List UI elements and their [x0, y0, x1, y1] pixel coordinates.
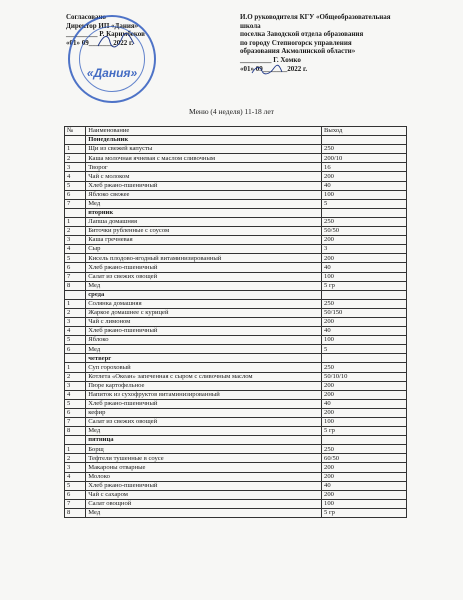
table-row — [65, 336, 407, 345]
portion-output: 100 — [322, 190, 407, 199]
page-title: Меню (4 неделя) 11-18 лет — [189, 107, 274, 116]
dish-name: кефир — [86, 408, 322, 417]
dish-name: Хлеб ржано-пшеничный — [86, 399, 322, 408]
dish-name: Мед — [86, 508, 322, 517]
dish-name: Тефтели тушенные в соусе — [86, 454, 322, 463]
day-row — [65, 208, 407, 217]
item-number: 1 — [65, 145, 86, 154]
day-name: пятница — [86, 436, 322, 445]
item-number: 7 — [65, 199, 86, 208]
day-row-spacer — [65, 136, 86, 145]
day-name: вторник — [86, 208, 322, 217]
dish-name: Сыр — [86, 245, 322, 254]
item-number: 6 — [65, 490, 86, 499]
table-row — [65, 463, 407, 472]
dish-name: Кисель плодово-ягодный витаминизированный — [86, 254, 322, 263]
director-title: Директор ИП «Дания» — [66, 21, 139, 30]
day-row-spacer — [65, 354, 86, 363]
head-approval-date: «01» 09_______2022 г. — [240, 64, 308, 73]
stamp-text: «Дания» — [86, 66, 138, 80]
menu-table — [64, 126, 407, 518]
day-row — [65, 354, 407, 363]
dish-name: Котлета «Океан» запеченная с сыром с сливочным маслом — [86, 372, 322, 381]
portion-output: 40 — [322, 327, 407, 336]
table-row — [65, 263, 407, 272]
dish-name: Хлеб ржано-пшеничный — [86, 263, 322, 272]
item-number: 5 — [65, 336, 86, 345]
portion-output: 200 — [322, 390, 407, 399]
dish-name: Чай с сахаром — [86, 490, 322, 499]
table-row — [65, 236, 407, 245]
day-row-spacer — [65, 290, 86, 299]
item-number: 2 — [65, 454, 86, 463]
table-row — [65, 227, 407, 236]
item-number: 5 — [65, 399, 86, 408]
portion-output: 40 — [322, 399, 407, 408]
portion-output: 50/150 — [322, 308, 407, 317]
table-row — [65, 217, 407, 226]
dish-name: Каша молочная ячневая с маслом сливочным — [86, 154, 322, 163]
table-row — [65, 145, 407, 154]
table-row — [65, 408, 407, 417]
dish-name: Лапша домашняя — [86, 217, 322, 226]
item-number: 1 — [65, 217, 86, 226]
portion-output: 200 — [322, 236, 407, 245]
item-number: 4 — [65, 245, 86, 254]
item-number: 3 — [65, 381, 86, 390]
dish-name: Мед — [86, 281, 322, 290]
item-number: 8 — [65, 427, 86, 436]
dish-name: Яблоко — [86, 336, 322, 345]
portion-output: 100 — [322, 418, 407, 427]
table-row — [65, 345, 407, 354]
director-signature-line: _________ Р. Каримбеков — [66, 30, 145, 39]
item-number: 1 — [65, 445, 86, 454]
table-row — [65, 190, 407, 199]
day-name: среда — [86, 290, 322, 299]
table-row — [65, 390, 407, 399]
director-signature — [96, 32, 136, 50]
table-row — [65, 490, 407, 499]
head-signature-line: _________ Г. Хомко — [240, 55, 301, 64]
table-row — [65, 472, 407, 481]
item-number: 7 — [65, 272, 86, 281]
item-number: 3 — [65, 463, 86, 472]
dish-name: Чай с лимоном — [86, 317, 322, 326]
portion-output: 200 — [322, 472, 407, 481]
head-title-line1: И.О руководителя КГУ «Общеобразовательная — [240, 13, 391, 21]
table-row — [65, 154, 407, 163]
table-row — [65, 427, 407, 436]
portion-output: 5 — [322, 345, 407, 354]
portion-output: 250 — [322, 363, 407, 372]
portion-output: 5 — [322, 199, 407, 208]
dish-name: Хлеб ржано-пшеничный — [86, 481, 322, 490]
table-row — [65, 381, 407, 390]
table-row — [65, 399, 407, 408]
table-row — [65, 317, 407, 326]
table-row — [65, 272, 407, 281]
header-number: № — [65, 127, 86, 136]
item-number: 3 — [65, 163, 86, 172]
portion-output: 200 — [322, 172, 407, 181]
head-title-line4: по городу Степногорск управления — [240, 38, 352, 47]
portion-output: 5 гр — [322, 508, 407, 517]
dish-name: Борщ — [86, 445, 322, 454]
portion-output: 100 — [322, 499, 407, 508]
portion-output: 200 — [322, 490, 407, 499]
dish-name: Салат из свежих овощей — [86, 272, 322, 281]
day-row-spacer — [65, 208, 86, 217]
item-number: 5 — [65, 481, 86, 490]
dish-name: Салат овощной — [86, 499, 322, 508]
menu-table-body — [65, 136, 407, 518]
dish-name: Мед — [86, 427, 322, 436]
dish-name: Пюре картофельное — [86, 381, 322, 390]
item-number: 3 — [65, 317, 86, 326]
dish-name: Салат из свежих овощей — [86, 418, 322, 427]
item-number: 5 — [65, 181, 86, 190]
item-number: 4 — [65, 327, 86, 336]
item-number: 2 — [65, 308, 86, 317]
portion-output: 200 — [322, 408, 407, 417]
day-row — [65, 136, 407, 145]
item-number: 3 — [65, 236, 86, 245]
table-row — [65, 363, 407, 372]
dish-name: Каша гречневая — [86, 236, 322, 245]
table-row — [65, 418, 407, 427]
item-number: 6 — [65, 408, 86, 417]
table-row — [65, 308, 407, 317]
portion-output: 3 — [322, 245, 407, 254]
item-number: 6 — [65, 263, 86, 272]
table-row — [65, 245, 407, 254]
dish-name: Мед — [86, 199, 322, 208]
table-header-row — [65, 127, 407, 136]
item-number: 2 — [65, 372, 86, 381]
dish-name: Яблоко свежее — [86, 190, 322, 199]
table-row — [65, 163, 407, 172]
dish-name: Мед — [86, 345, 322, 354]
table-row — [65, 508, 407, 517]
portion-output: 200 — [322, 381, 407, 390]
portion-output: 200 — [322, 463, 407, 472]
day-row-spacer — [65, 436, 86, 445]
dish-name: Чай с молоком — [86, 172, 322, 181]
head-title-line2: школа — [240, 21, 261, 30]
approval-date: «01» 09_______2022 г. — [66, 38, 134, 47]
item-number: 6 — [65, 345, 86, 354]
dish-name: Хлеб ржано-пшеничный — [86, 181, 322, 190]
portion-output: 200/10 — [322, 154, 407, 163]
item-number: 7 — [65, 499, 86, 508]
day-name: четверг — [86, 354, 322, 363]
item-number: 2 — [65, 227, 86, 236]
table-row — [65, 372, 407, 381]
dish-name: Напиток из сухофруктов витаминизированный — [86, 390, 322, 399]
dish-name: Творог — [86, 163, 322, 172]
day-row-spacer — [322, 436, 407, 445]
day-row — [65, 290, 407, 299]
table-row — [65, 445, 407, 454]
portion-output: 50/50 — [322, 227, 407, 236]
item-number: 6 — [65, 190, 86, 199]
portion-output: 40 — [322, 481, 407, 490]
table-row — [65, 181, 407, 190]
portion-output: 60/50 — [322, 454, 407, 463]
dish-name: Молоко — [86, 472, 322, 481]
head-title-line5: образования Акмолинской области» — [240, 47, 356, 56]
day-row-spacer — [322, 208, 407, 217]
item-number: 1 — [65, 299, 86, 308]
portion-output: 200 — [322, 317, 407, 326]
header-output: Выход — [322, 127, 407, 136]
portion-output: 100 — [322, 336, 407, 345]
item-number: 7 — [65, 418, 86, 427]
approval-label: Согласовано — [66, 13, 107, 21]
head-title-line3: поселка Заводской отдела образования — [240, 30, 364, 39]
portion-output: 250 — [322, 299, 407, 308]
dish-name: Макароны отварные — [86, 463, 322, 472]
table-row — [65, 454, 407, 463]
portion-output: 250 — [322, 445, 407, 454]
portion-output: 200 — [322, 254, 407, 263]
dish-name: Суп гороховый — [86, 363, 322, 372]
dish-name: Хлеб ржано-пшеничный — [86, 327, 322, 336]
table-row — [65, 327, 407, 336]
portion-output: 5 гр — [322, 281, 407, 290]
dish-name: Щи из свежей капусты — [86, 145, 322, 154]
item-number: 4 — [65, 390, 86, 399]
day-name: Понедельник — [86, 136, 322, 145]
header-name: Наименование — [86, 127, 322, 136]
portion-output: 250 — [322, 217, 407, 226]
item-number: 4 — [65, 172, 86, 181]
table-row — [65, 254, 407, 263]
dish-name: Биточки рубленные с соусом — [86, 227, 322, 236]
day-row-spacer — [322, 136, 407, 145]
portion-output: 40 — [322, 263, 407, 272]
head-signature — [250, 64, 284, 76]
item-number: 5 — [65, 254, 86, 263]
portion-output: 50/10/10 — [322, 372, 407, 381]
table-row — [65, 199, 407, 208]
table-row — [65, 499, 407, 508]
item-number: 1 — [65, 363, 86, 372]
item-number: 2 — [65, 154, 86, 163]
day-row — [65, 436, 407, 445]
portion-output: 250 — [322, 145, 407, 154]
table-row — [65, 299, 407, 308]
item-number: 4 — [65, 472, 86, 481]
table-row — [65, 481, 407, 490]
portion-output: 40 — [322, 181, 407, 190]
item-number: 8 — [65, 508, 86, 517]
organization-stamp — [68, 15, 156, 103]
portion-output: 5 гр — [322, 427, 407, 436]
table-row — [65, 172, 407, 181]
dish-name: Солянка домашняя — [86, 299, 322, 308]
portion-output: 100 — [322, 272, 407, 281]
dish-name: Жаркое домашнее с курицей — [86, 308, 322, 317]
item-number: 8 — [65, 281, 86, 290]
day-row-spacer — [322, 354, 407, 363]
day-row-spacer — [322, 290, 407, 299]
table-row — [65, 281, 407, 290]
portion-output: 16 — [322, 163, 407, 172]
